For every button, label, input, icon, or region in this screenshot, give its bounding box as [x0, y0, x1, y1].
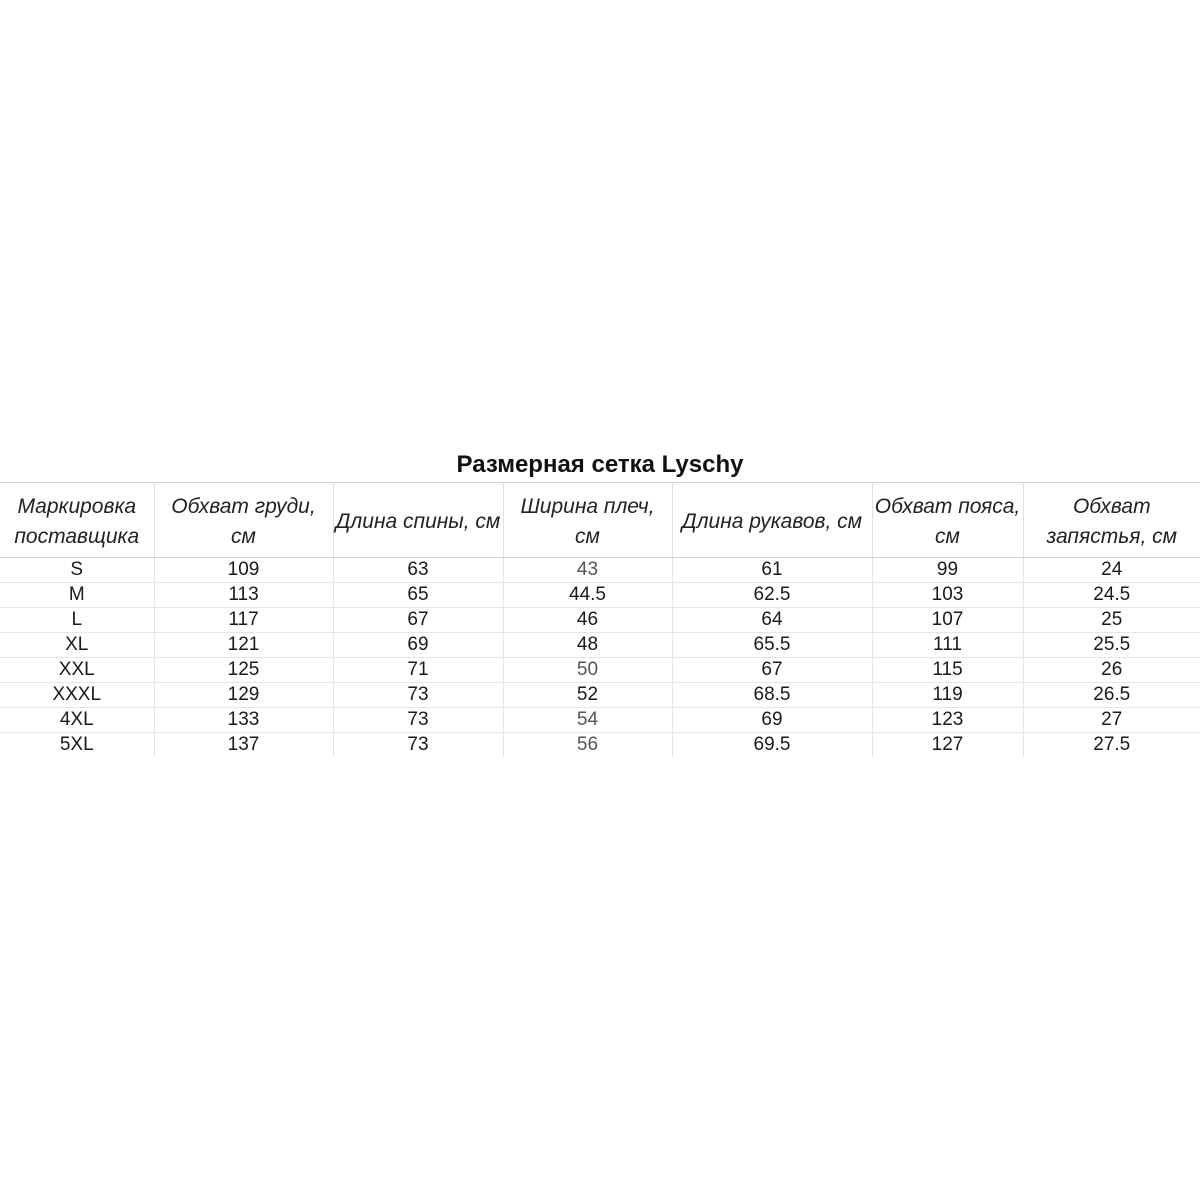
table-row — [0, 608, 1200, 633]
sleeve-length-cell: 65.5 — [672, 633, 872, 658]
wrist-cell: 27 — [1023, 708, 1200, 733]
header-supplier-size: Маркировка поставщика — [0, 483, 154, 558]
waist-cell: 119 — [872, 683, 1023, 708]
wrist-cell: 26.5 — [1023, 683, 1200, 708]
table-row — [0, 583, 1200, 608]
sleeve-length-cell: 67 — [672, 658, 872, 683]
shoulder-width-cell: 50 — [503, 658, 672, 683]
chest-cell: 125 — [154, 658, 333, 683]
waist-cell: 107 — [872, 608, 1023, 633]
header-shoulder-width: Ширина плеч, см — [503, 483, 672, 558]
table-row — [0, 558, 1200, 583]
sleeve-length-cell: 61 — [672, 558, 872, 583]
size-cell: XXL — [0, 658, 154, 683]
shoulder-width-cell: 44.5 — [503, 583, 672, 608]
wrist-cell: 27.5 — [1023, 733, 1200, 758]
shoulder-width-cell: 52 — [503, 683, 672, 708]
waist-cell: 99 — [872, 558, 1023, 583]
size-cell: 5XL — [59, 734, 94, 755]
wrist-cell: 24 — [1023, 558, 1200, 583]
wrist-cell: 25 — [1023, 608, 1200, 633]
sleeve-length-cell: 68.5 — [672, 683, 872, 708]
table-row — [0, 633, 1200, 658]
chest-cell: 133 — [154, 708, 333, 733]
chest-cell: 121 — [154, 633, 333, 658]
chest-cell: 137 — [154, 733, 333, 758]
chest-cell: 129 — [154, 683, 333, 708]
header-chest: Обхват груди, см — [154, 483, 333, 558]
waist-cell: 123 — [872, 708, 1023, 733]
table-row — [0, 683, 1200, 708]
waist-cell: 127 — [872, 733, 1023, 758]
chest-cell: 109 — [154, 558, 333, 583]
back-length-cell: 65 — [333, 583, 503, 608]
waist-cell: 115 — [872, 658, 1023, 683]
shoulder-width-cell: 56 — [503, 733, 672, 758]
header-waist: Обхват пояса, см — [872, 483, 1023, 558]
sleeve-length-cell: 69.5 — [672, 733, 872, 758]
size-cell: L — [0, 608, 154, 633]
back-length-cell: 73 — [333, 683, 503, 708]
header-sleeve-length: Длина рукавов, см — [672, 483, 872, 558]
back-length-cell: 71 — [333, 658, 503, 683]
wrist-cell: 24.5 — [1023, 583, 1200, 608]
back-length-cell: 63 — [333, 558, 503, 583]
wrist-cell: 25.5 — [1023, 633, 1200, 658]
header-wrist: Обхват запястья, см — [1023, 483, 1200, 558]
size-cell: XL — [0, 633, 154, 658]
shoulder-width-cell: 43 — [503, 558, 672, 583]
waist-cell: 111 — [872, 633, 1023, 658]
table-row — [0, 708, 1200, 733]
shoulder-width-cell: 54 — [503, 708, 672, 733]
back-length-cell: 67 — [333, 608, 503, 633]
header-row — [0, 483, 1200, 558]
size-cell: S — [0, 558, 154, 583]
size-cell: 4XL — [0, 708, 154, 733]
table-row — [0, 733, 1200, 758]
size-cell: M — [0, 583, 154, 608]
sleeve-length-cell: 64 — [672, 608, 872, 633]
size-cell: XXXL — [0, 683, 154, 708]
shoulder-width-cell: 46 — [503, 608, 672, 633]
table-row — [0, 658, 1200, 683]
sleeve-length-cell: 62.5 — [672, 583, 872, 608]
sleeve-length-cell: 69 — [672, 708, 872, 733]
back-length-cell: 73 — [333, 708, 503, 733]
waist-cell: 103 — [872, 583, 1023, 608]
chart-title: Размерная сетка Lyschy — [456, 451, 744, 478]
chest-cell: 113 — [154, 583, 333, 608]
back-length-cell: 73 — [333, 733, 503, 758]
chest-cell: 117 — [154, 608, 333, 633]
size-chart — [0, 448, 1200, 757]
size-table — [0, 482, 1200, 757]
shoulder-width-cell: 48 — [503, 633, 672, 658]
back-length-cell: 69 — [333, 633, 503, 658]
header-back-length: Длина спины, см — [333, 483, 503, 558]
wrist-cell: 26 — [1023, 658, 1200, 683]
